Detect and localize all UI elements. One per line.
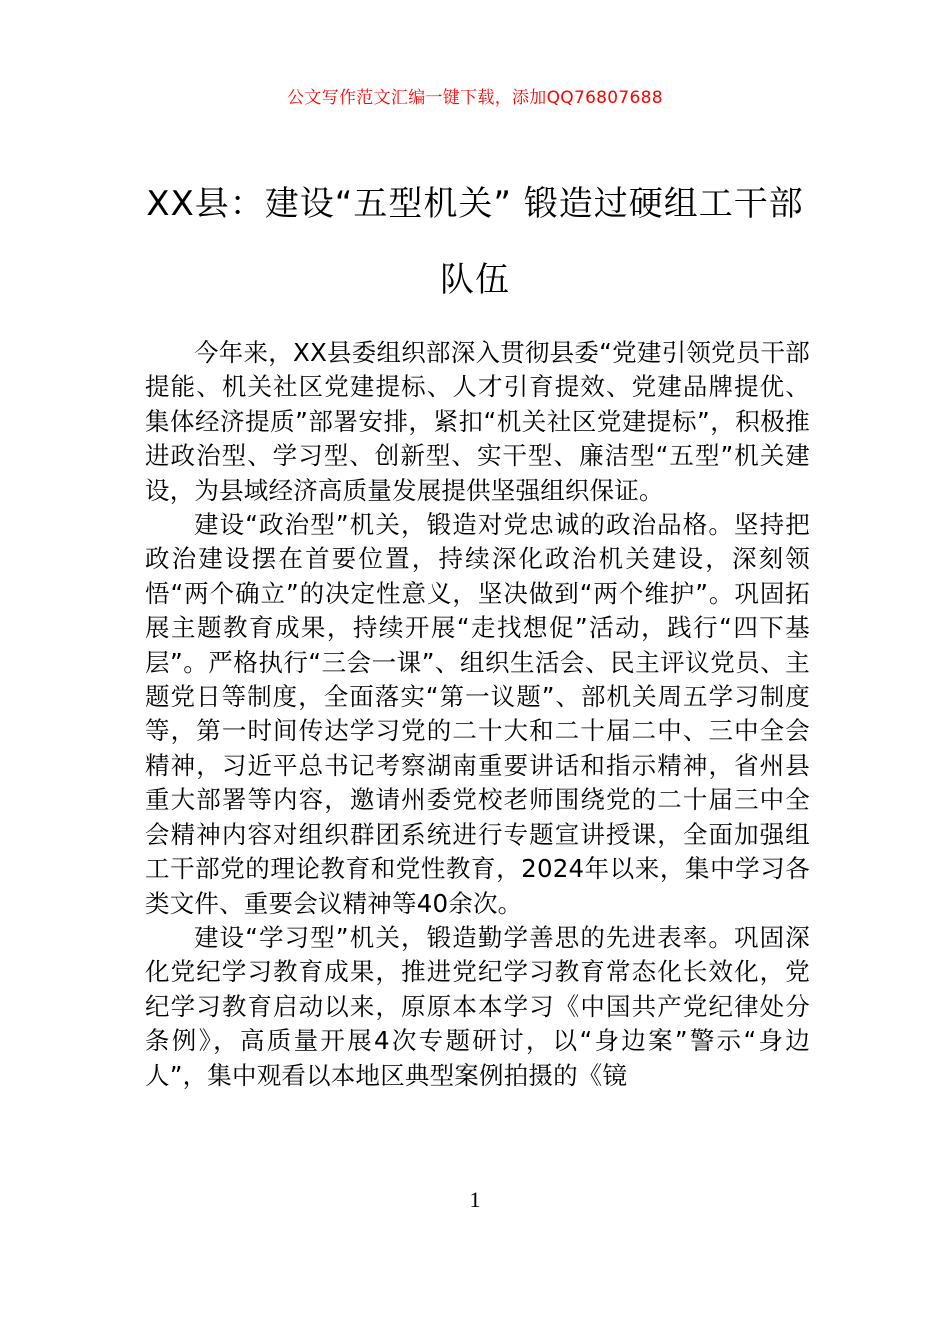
paragraph-intro: 今年来，XX县委组织部深入贯彻县委“党建引领党员干部提能、机关社区党建提标、人才引育提效、党建品牌提优、集体经济提质”部署安排，紧扣“机关社区党建提标”，积极推进政治型、学习型、创新型、实干型、廉洁型“五型”机关建设，为县域经济高质量发展提供坚强组织保证。 bbox=[145, 338, 810, 505]
download-ad-text[interactable]: 公文写作范文汇编一键下载，添加QQ76807688 bbox=[287, 88, 663, 108]
document-title: XX县：建设“五型机关” 锻造过硬组工干部队伍 bbox=[146, 184, 804, 300]
paragraph-learning: 建设“学习型”机关，锻造勤学善思的先进表率。巩固深化党纪学习教育成果，推进党纪学习教育常态化长效化，党纪学习教育启动以来，原原本本学习《中国共产党纪律处分条例》，高质量开展4次专题研讨，以“身边案”警示“身边人”，集中观看以本地区典型案例拍摄的《镜 bbox=[145, 922, 810, 1090]
document-body bbox=[145, 336, 810, 1093]
paragraph-political: 建设“政治型”机关，锻造对党忠诚的政治品格。坚持把政治建设摆在首要位置，持续深化政治机关建设，深刻领悟“两个确立”的决定性意义，坚决做到“两个维护”。巩固拓展主题教育成果，持续开展“走找想促”活动，践行“四下基层”。严格执行“三会一课”、组织生活会、民主评议党员、主题党日等制度，全面落实“第一议题”、部机关周五学习制度等，第一时间传达学习党的二十大和二十届二中、三中全会精神，习近平总书记考察湖南重要讲话和指示精神，省州县重大部署等内容，邀请州委党校老师围绕党的二十届三中全会精神内容对组织群团系统进行专题宣讲授课，全面加强组工干部党的理论教育和党性教育，2024年以来，集中学习各类文件、重要会议精神等40余次。 bbox=[145, 510, 810, 918]
page-number: 1 bbox=[469, 1187, 481, 1212]
